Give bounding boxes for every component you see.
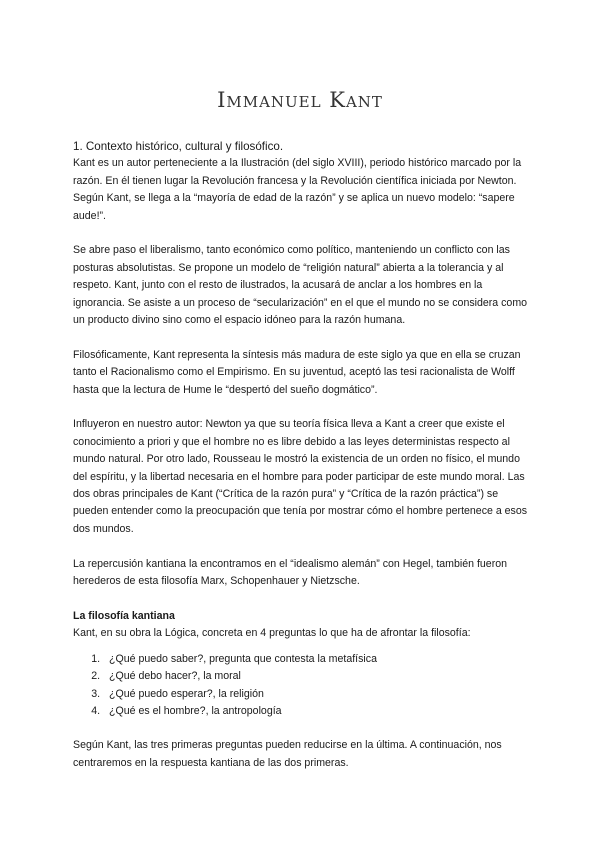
section-heading-context: 1. Contexto histórico, cultural y filosófico. [73,140,284,153]
page-title: Immanuel Kant [217,88,383,113]
paragraph-intro-preguntas: Kant, en su obra la Lógica, concreta en 4 preguntas lo que ha de afrontar la filosofía: [73,627,471,640]
paragraph-influencias: Influyeron en nuestro autor: Newton ya que su teoría física lleva a Kant a creer que existe el conocimiento a priori y que el hombre no es libre debido a las leyes deterministas respecto al mundo natural. Por otro lado, Rousseau le mostró la existencia de un orden no físico, el mundo del espíritu, y la libertad necesaria en el hombre para poder participar de este mundo moral. Las dos obras principales de Kant (“Crítica de la razón pura” y “Crítica de la razón práctica”) se pueden entender como la preocupación que tenía por mostrar cómo el hombre pertenece a esos dos mundos. [73,418,528,535]
paragraph-repercusion: La repercusión kantiana la encontramos en el “idealismo alemán” con Hegel, también fueron herederos de esta filosofía Marx, Schopenhauer y Nietzsche. [73,557,508,588]
paragraph-conclusion: Según Kant, las tres primeras preguntas pueden reducirse en la última. A continuación, nos centraremos en la respuesta kantiana de las dos primeras. [73,739,502,769]
document-body [73,138,528,790]
section-heading-filosofia: La filosofía kantiana [73,609,175,622]
paragraph-sintesis: Filosóficamente, Kant representa la síntesis más madura de este siglo ya que en ella se cruzan tanto el Racionalismo como el Empirismo. En su juventud, aceptó las tesi racionalista de Wolff hasta que la lectura de Hume le “despertó del sueño dogmático”. [73,348,521,396]
list-item: 1. ¿Qué puedo saber?, pregunta que contesta la metafísica [103,651,528,668]
paragraph-liberalismo: Se abre paso el liberalismo, tanto económico como político, manteniendo un conflicto con las posturas absolutistas. Se propone un modelo de “religión natural” abierta a la tolerancia y al respeto. Kant, junto con el resto de ilustrados, la acusará de anclar a los hombres en la ignorancia. Se asiste a un proceso de “secularización” en el que el mundo no se considera como un producto divino sino como el espacio idóneo para la razón humana. [73,244,528,327]
list-item: 4. ¿Qué es el hombre?, la antropología [103,703,528,720]
list-item: 2. ¿Qué debo hacer?, la moral [103,668,528,685]
list-item: 3. ¿Qué puedo esperar?, la religión [103,686,528,703]
questions-list [73,651,528,721]
paragraph-ilustracion: Kant es un autor perteneciente a la Ilustración (del siglo XVIII), periodo histórico marcado por la razón. En él tienen lugar la Revolución francesa y la Revolución científica iniciada por Newton. Según Kant, se llega a la “mayoría de edad de la razón” y se aplica un nuevo modelo: “sapere aude!”. [73,157,522,222]
